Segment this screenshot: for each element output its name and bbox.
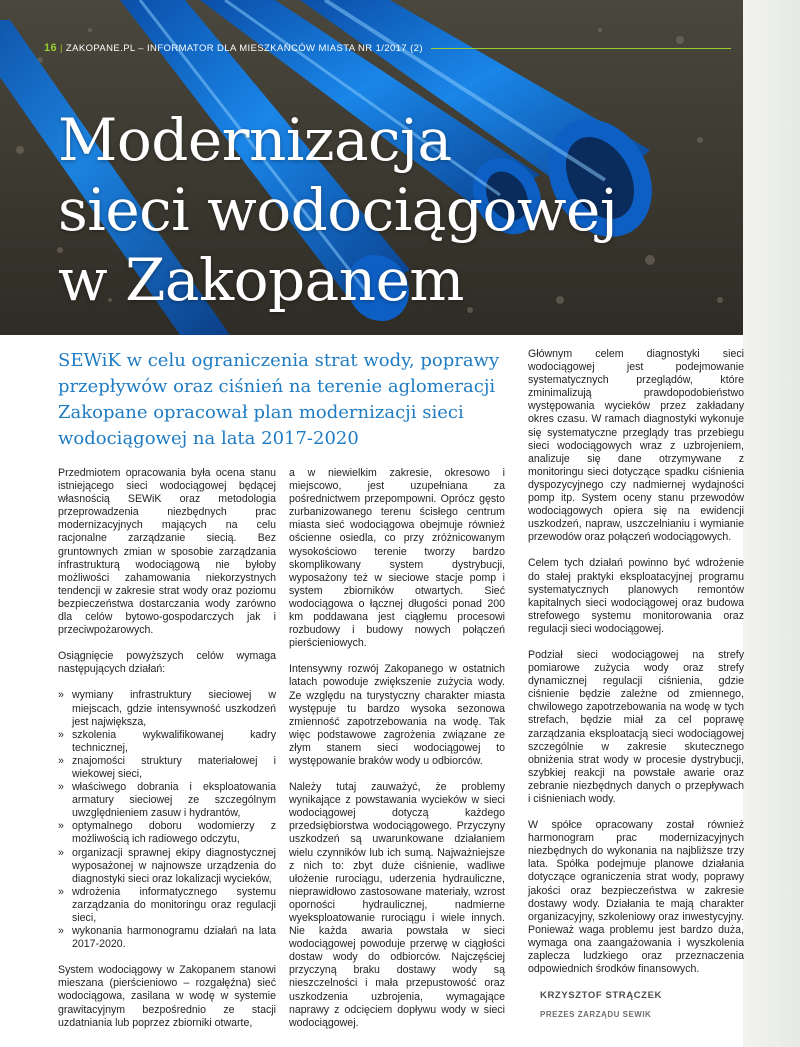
header-separator: | — [60, 43, 63, 54]
paragraph: System wodociągowy w Zakopanem stanowi mieszana (pierścieniowo – rozgałęźna) sieć wodociągowa, zasilana w wodę w systemie grawitacyjnym bezpośrednio ze stacji uzdatniania lub poprzez zbiorniki otwarte, — [58, 964, 276, 1029]
list-item: » wykonania harmonogramu działań na lata 2017-2020. — [58, 925, 276, 951]
author-name: KRZYSZTOF STRĄCZEK — [540, 990, 662, 1002]
list-item: » organizacji sprawnej ekipy diagnostycznej wyposażonej w najnowsze urządzenia do diagnostyki sieci oraz lokalizacji wycieków, — [58, 847, 276, 886]
page-number: 16 — [44, 42, 58, 54]
action-list — [58, 689, 276, 951]
article-column-3 — [528, 348, 744, 1021]
paragraph: Głównym celem diagnostyki sieci wodociągowej jest podejmowanie systematycznych przeglądów, które zminimalizują prawdopodobieństwo występowania wycieków przez zakładany okres czasu. W ramach diagnostyki wykonuje się systematyczne przeglądy tras przebiegu sieci wodociągowych wraz z uzbrojeniem, analizuje się dane otrzymywane z monitoringu sieci dotyczące spadku ciśnienia dyspozycyjnego czy nadmiernej wydajności pomp itp. System oceny stanu przewodów wodociągowych opiera się na ewidencji uszkodzeń, napraw, uszczelnianiu i wymianie przewodów oraz połączeń wodociągowych. — [528, 348, 744, 544]
list-item: » wymiany infrastruktury sieciowej w miejscach, gdzie intensywność uszkodzeń jest największa, — [58, 689, 276, 728]
lead-line-2: przepływów oraz ciśnień na terenie aglomeracji — [58, 376, 496, 397]
list-item: » wdrożenia informatycznego systemu zarządzania do monitoringu oraz regulacji sieci, — [58, 886, 276, 925]
paragraph: Należy tutaj zauważyć, że problemy wynikające z powstawania wycieków w sieci wodociągowej dotyczą każdego przedsiębiorstwa wodociągowego. Przyczyny uszkodzeń są uwarunkowane działaniem wielu czynników lub ich sumą. Najważniejsze z nich to: zbyt duże ciśnienie, wadliwe ułożenie rurociągu, uderzenia hydrauliczne, nieprawidłowo zastosowane materiały, wzrost oporności hydraulicznej, nadmierne wyeksploatowanie rurociągu i wiele innych. Nie każda awaria powstała w sieci wodociągowej powoduje przerwę w ciągłości dostaw wody do odbiorców. Najczęściej przyczyną braku dostawy wody są nieszczelności i mała przepustowość oraz uszkodzenia uzbrojenia, wymagające naprawy z odcięciem dopływu wody w sieci wodociągowej. — [289, 781, 505, 1029]
paragraph: Intensywny rozwój Zakopanego w ostatnich latach powoduje zwiększenie zużycia wody. Ze względu na turystyczny charakter miasta występuje tu bardzo wysoka sezonowa zmienność zapotrzebowania na wodę. Tak więc podstawowe zagrożenia związane ze złym stanem sieci wodociągowej to występowanie braków wody u odbiorców. — [289, 663, 505, 767]
running-head — [44, 42, 744, 54]
header-rule — [431, 48, 731, 49]
author-role: PREZES ZARZĄDU SEWIK — [540, 1010, 652, 1020]
lead-line-3: Zakopane opracował plan modernizacji sieci — [58, 402, 464, 423]
lead-line-4: wodociągowej na lata 2017-2020 — [58, 428, 359, 449]
publication-title: ZAKOPANE.PL – INFORMATOR DLA MIESZKAŃCÓW MIASTA NR 1/2017 (2) — [65, 43, 423, 54]
headline-line-1: Modernizacja — [58, 106, 452, 174]
page-margin-strip — [743, 0, 800, 1047]
article-column-1 — [58, 467, 276, 1043]
list-item: » szkolenia wykwalifikowanej kadry technicznej, — [58, 729, 276, 755]
lead-line-1: SEWiK w celu ograniczenia strat wody, poprawy — [58, 350, 500, 371]
paragraph: Podział sieci wodociągowej na strefy pomiarowe zużycia wody oraz strefy dynamicznej regulacji ciśnienia, gdzie ciśnienie będzie zależne od zmiennego, chwilowego zapotrzebowania na wodę w tych strefach, będzie miał za cel poprawę zarządzania eksploatacją sieci wodociągowej szczególnie w zakresie skutecznego obniżenia strat wody w procesie dystrybucji, szybkiej reakcji na powstałe awarie oraz zebranie niezbędnych danych o przepływach i ciśnieniach wody. — [528, 648, 744, 805]
paragraph: Osiągnięcie powyższych celów wymaga następujących działań: — [58, 650, 276, 676]
list-item: » właściwego dobrania i eksploatowania armatury sieciowej ze szczególnym uwzględnieniem zasuw i hydrantów, — [58, 781, 276, 820]
article-headline — [58, 105, 738, 315]
list-item: » znajomości struktury materiałowej i wiekowej sieci, — [58, 755, 276, 781]
headline-line-3: w Zakopanem — [58, 246, 464, 314]
list-item: » optymalnego doboru wodomierzy z możliwością ich radiowego odczytu, — [58, 820, 276, 846]
article-lead — [58, 348, 508, 452]
paragraph: W spółce opracowany został również harmonogram prac modernizacyjnych niezbędnych do wykonania na najbliższe trzy lata. Spółka podejmuje planowe działania dotyczące ograniczenia strat wody, poprawy jakości oraz bezpieczeństwa w zakresie dostawy wody. Działania te mają charakter organizacyjny, szkoleniowy oraz inwestycyjny. Ponieważ waga problemu jest bardzo duża, wymaga ona zaangażowania i wyszkolenia zaplecza ludzkiego oraz przeznaczenia odpowiednich środków finansowych. — [528, 819, 744, 976]
paragraph: Przedmiotem opracowania była ocena stanu istniejącego sieci wodociągowej będącej własnością SEWiK oraz metodologia przeprowadzenia niezbędnych prac modernizacyjnych mających na celu racjonalne zarządzanie siecią. Bez gruntownych zmian w sposobie zarządzania infrastrukturą wodociągową nie byłoby możliwości zahamowania niekorzystnych tendencji w zakresie strat wody oraz poziomu bezpieczeństwa dostarczania wody zarówno dla celów bytowo-gospodarczych jak i przeciwpożarowych. — [58, 467, 276, 637]
headline-line-2: sieci wodociągowej — [58, 176, 618, 244]
paragraph: Celem tych działań powinno być wdrożenie do stałej praktyki eksploatacyjnej programu systematycznych planowych remontów kapitalnych sieci wodociągowej oraz budowa strefowego systemu monitorowania oraz regulacji sieci wodociągowej. — [528, 557, 744, 635]
paragraph: a w niewielkim zakresie, okresowo i miejscowo, jest uzupełniana za pośrednictwem przepompowni. Oprócz gęsto zurbanizowanego terenu ścisłego centrum miasta sieć wodociągowa obejmuje również ościenne osiedla, co przy zróżnicowanym wysokościowo terenie tworzy bardzo skomplikowany system dystrybucji, wyposażony też w sieciowe stacje pomp i system zbiorników otwartych. Sieć wodociągowa o łącznej długości ponad 200 km poddawana jest ciągłemu procesowi rozbudowy i budowy nowych połączeń pierścieniowych. — [289, 467, 505, 650]
article-column-2 — [289, 467, 505, 1043]
